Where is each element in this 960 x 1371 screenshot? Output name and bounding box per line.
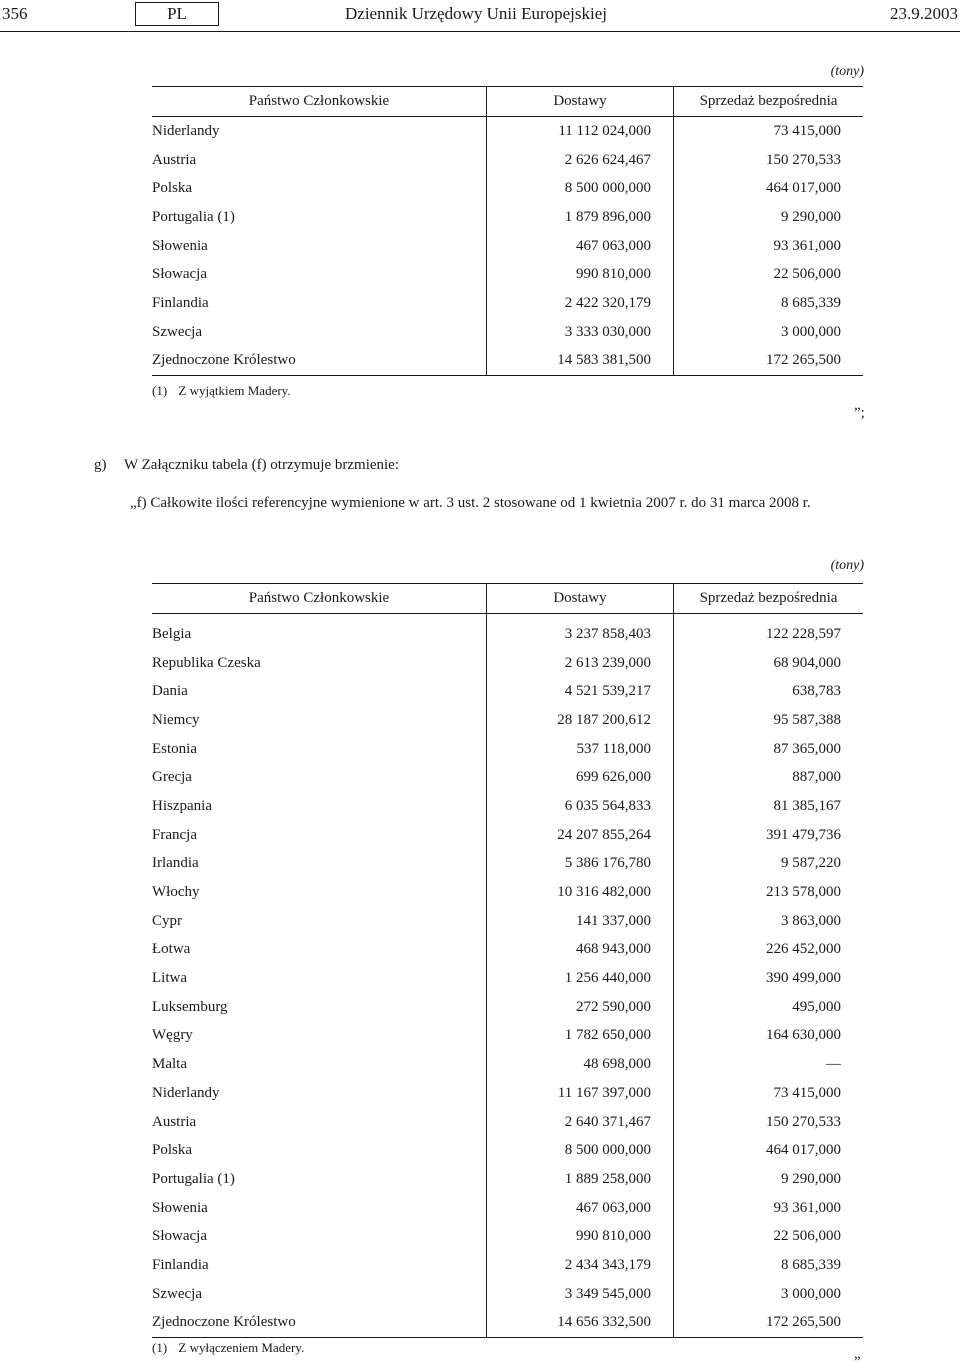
journal-title: Dziennik Urzędowy Unii Europejskiej (345, 4, 608, 23)
deliveries-cell: 2 434 343,179 (487, 1251, 674, 1280)
footnote-mark: (1) (152, 383, 168, 398)
member-state-cell: Republika Czeska (152, 654, 261, 671)
table2-footnote (152, 1340, 304, 1356)
member-state-cell: Grecja (152, 769, 192, 786)
table-header-row (152, 584, 863, 614)
deliveries-cell: 1 782 650,000 (487, 1022, 674, 1051)
table-row (152, 993, 863, 1022)
table-row (152, 146, 863, 175)
table-row (152, 1050, 863, 1079)
table-row (152, 620, 863, 649)
member-state-cell: Finlandia (152, 294, 209, 311)
member-state-cell: Francja (152, 826, 197, 843)
deliveries-cell: 8 500 000,000 (487, 174, 674, 203)
deliveries-cell: 11 167 397,000 (487, 1079, 674, 1108)
column-header: Dostawy (487, 584, 674, 614)
member-state-cell: Malta (152, 1056, 187, 1073)
direct-sales-cell: 213 578,000 (766, 884, 841, 901)
deliveries-cell: 1 879 896,000 (487, 203, 674, 232)
direct-sales-cell: 122 228,597 (766, 625, 841, 642)
column-header: Państwo Członkowskie (152, 87, 487, 117)
deliveries-cell: 467 063,000 (487, 1194, 674, 1223)
deliveries-cell: 537 118,000 (487, 735, 674, 764)
paragraph-text: W Załączniku tabela (f) otrzymuje brzmienie: (124, 457, 400, 473)
deliveries-cell: 990 810,000 (487, 260, 674, 289)
direct-sales-cell: 8 685,339 (781, 1256, 841, 1273)
table-row (152, 1194, 863, 1223)
header-rule (0, 31, 960, 32)
member-state-cell: Portugalia (1) (152, 208, 235, 225)
deliveries-cell: 6 035 564,833 (487, 792, 674, 821)
table1 (152, 86, 863, 376)
table-row (152, 936, 863, 965)
direct-sales-cell: 495,000 (792, 998, 841, 1015)
table-row (152, 260, 863, 289)
member-state-cell: Słowenia (152, 237, 208, 254)
member-state-cell: Słowenia (152, 1199, 208, 1216)
direct-sales-cell: — (826, 1056, 841, 1073)
table-row (152, 1251, 863, 1280)
table-row (152, 907, 863, 936)
table1-unit: (tony) (830, 64, 864, 79)
deliveries-cell: 2 613 239,000 (487, 649, 674, 678)
deliveries-cell: 14 583 381,500 (487, 347, 674, 376)
member-state-cell: Niderlandy (152, 1084, 220, 1101)
table-header-row (152, 87, 863, 117)
direct-sales-cell: 150 270,533 (766, 1113, 841, 1130)
direct-sales-cell: 390 499,000 (766, 970, 841, 987)
member-state-cell: Polska (152, 1142, 193, 1159)
deliveries-cell: 3 237 858,403 (487, 620, 674, 649)
deliveries-cell: 48 698,000 (487, 1050, 674, 1079)
language-badge: PL (135, 2, 219, 26)
member-state-cell: Litwa (152, 970, 187, 987)
member-state-cell: Słowacja (152, 1228, 207, 1245)
member-state-cell: Zjednoczone Królestwo (152, 347, 487, 376)
member-state-cell: Luksemburg (152, 998, 228, 1015)
direct-sales-cell: 81 385,167 (773, 797, 841, 814)
column-header: Państwo Członkowskie (152, 584, 487, 614)
deliveries-cell: 28 187 200,612 (487, 706, 674, 735)
member-state-cell: Polska (152, 180, 193, 197)
direct-sales-cell: 22 506,000 (773, 1228, 841, 1245)
table2-unit: (tony) (830, 558, 864, 573)
member-state-cell: Słowacja (152, 266, 207, 283)
direct-sales-cell: 172 265,500 (674, 347, 864, 376)
direct-sales-cell: 8 685,339 (781, 294, 841, 311)
member-state-cell: Irlandia (152, 855, 199, 872)
direct-sales-cell: 226 452,000 (766, 941, 841, 958)
table-row (152, 174, 863, 203)
direct-sales-cell: 464 017,000 (766, 1142, 841, 1159)
deliveries-cell: 2 626 624,467 (487, 146, 674, 175)
page-number: 356 (2, 4, 28, 23)
deliveries-cell: 10 316 482,000 (487, 878, 674, 907)
direct-sales-cell: 9 587,220 (781, 855, 841, 872)
table-row (152, 706, 863, 735)
member-state-cell: Dania (152, 683, 188, 700)
table-row (152, 347, 863, 376)
direct-sales-cell: 464 017,000 (766, 180, 841, 197)
direct-sales-cell: 9 290,000 (781, 1170, 841, 1187)
deliveries-cell: 272 590,000 (487, 993, 674, 1022)
table-row (152, 878, 863, 907)
member-state-cell: Belgia (152, 625, 192, 642)
deliveries-cell: 3 349 545,000 (487, 1280, 674, 1309)
page-header (0, 0, 960, 30)
direct-sales-cell: 95 587,388 (773, 711, 841, 728)
direct-sales-cell: 391 479,736 (766, 826, 841, 843)
deliveries-cell: 2 422 320,179 (487, 289, 674, 318)
member-state-cell: Niemcy (152, 711, 200, 728)
direct-sales-cell: 93 361,000 (773, 237, 841, 254)
direct-sales-cell: 150 270,533 (766, 151, 841, 168)
deliveries-cell: 24 207 855,264 (487, 821, 674, 850)
member-state-cell: Austria (152, 151, 197, 168)
table-row (152, 289, 863, 318)
table-row (152, 117, 863, 146)
member-state-cell: Łotwa (152, 941, 191, 958)
deliveries-cell: 1 256 440,000 (487, 964, 674, 993)
deliveries-cell: 3 333 030,000 (487, 318, 674, 347)
table2 (152, 583, 863, 1338)
footnote-text: Z wyjątkiem Madery. (178, 383, 291, 398)
direct-sales-cell: 164 630,000 (766, 1027, 841, 1044)
column-header: Sprzedaż bezpośrednia (674, 87, 864, 117)
deliveries-cell: 8 500 000,000 (487, 1136, 674, 1165)
paragraph-g (94, 457, 399, 474)
paragraph-f: „f) Całkowite ilości referencyjne wymienione w art. 3 ust. 2 stosowane od 1 kwietnia 2007 r. do 31 marca 2008 r. (130, 495, 811, 511)
table-row (152, 1165, 863, 1194)
deliveries-cell: 467 063,000 (487, 232, 674, 261)
direct-sales-cell: 3 863,000 (781, 912, 841, 929)
deliveries-cell: 699 626,000 (487, 763, 674, 792)
deliveries-cell: 990 810,000 (487, 1222, 674, 1251)
deliveries-cell: 5 386 176,780 (487, 850, 674, 879)
table-row (152, 1136, 863, 1165)
table-row (152, 763, 863, 792)
table-row (152, 821, 863, 850)
deliveries-cell: 1 889 258,000 (487, 1165, 674, 1194)
direct-sales-cell: 93 361,000 (773, 1199, 841, 1216)
footnote-mark: (1) (152, 1340, 168, 1355)
direct-sales-cell: 172 265,500 (674, 1309, 864, 1338)
member-state-cell: Portugalia (1) (152, 1170, 235, 1187)
deliveries-cell: 11 112 024,000 (487, 117, 674, 146)
deliveries-cell: 14 656 332,500 (487, 1309, 674, 1338)
publication-date: 23.9.2003 (890, 4, 958, 23)
member-state-cell: Austria (152, 1113, 197, 1130)
member-state-cell: Niderlandy (152, 122, 220, 139)
member-state-cell: Zjednoczone Królestwo (152, 1309, 487, 1338)
deliveries-cell: 2 640 371,467 (487, 1108, 674, 1137)
table-row (152, 735, 863, 764)
table-row (152, 232, 863, 261)
member-state-cell: Estonia (152, 740, 197, 757)
table-row (152, 1108, 863, 1137)
direct-sales-cell: 3 000,000 (781, 1285, 841, 1302)
direct-sales-cell: 3 000,000 (781, 323, 841, 340)
direct-sales-cell: 68 904,000 (773, 654, 841, 671)
deliveries-cell: 4 521 539,217 (487, 677, 674, 706)
direct-sales-cell: 73 415,000 (773, 1084, 841, 1101)
table-row (152, 964, 863, 993)
direct-sales-cell: 638,783 (792, 683, 841, 700)
direct-sales-cell: 22 506,000 (773, 266, 841, 283)
member-state-cell: Hiszpania (152, 797, 212, 814)
column-header: Sprzedaż bezpośrednia (674, 584, 864, 614)
member-state-cell: Finlandia (152, 1256, 209, 1273)
table-row (152, 792, 863, 821)
table-row (152, 318, 863, 347)
member-state-cell: Szwecja (152, 323, 202, 340)
closing-quote: ”; (854, 405, 865, 421)
closing-quote: ” (854, 1354, 861, 1370)
direct-sales-cell: 9 290,000 (781, 208, 841, 225)
table-row (152, 1079, 863, 1108)
member-state-cell: Szwecja (152, 1285, 202, 1302)
direct-sales-cell: 887,000 (792, 769, 841, 786)
table-row (152, 1280, 863, 1309)
deliveries-cell: 141 337,000 (487, 907, 674, 936)
table-row (152, 203, 863, 232)
table-row (152, 677, 863, 706)
member-state-cell: Włochy (152, 884, 200, 901)
table-row (152, 649, 863, 678)
paragraph-letter: g) (94, 457, 107, 473)
table-row (152, 1222, 863, 1251)
footnote-text: Z wyłączeniem Madery. (178, 1340, 305, 1355)
table-row (152, 1022, 863, 1051)
member-state-cell: Cypr (152, 912, 182, 929)
table-row (152, 850, 863, 879)
table-row (152, 1309, 863, 1338)
table1-footnote (152, 383, 291, 399)
deliveries-cell: 468 943,000 (487, 936, 674, 965)
direct-sales-cell: 87 365,000 (773, 740, 841, 757)
member-state-cell: Węgry (152, 1027, 193, 1044)
direct-sales-cell: 73 415,000 (773, 122, 841, 139)
column-header: Dostawy (487, 87, 674, 117)
